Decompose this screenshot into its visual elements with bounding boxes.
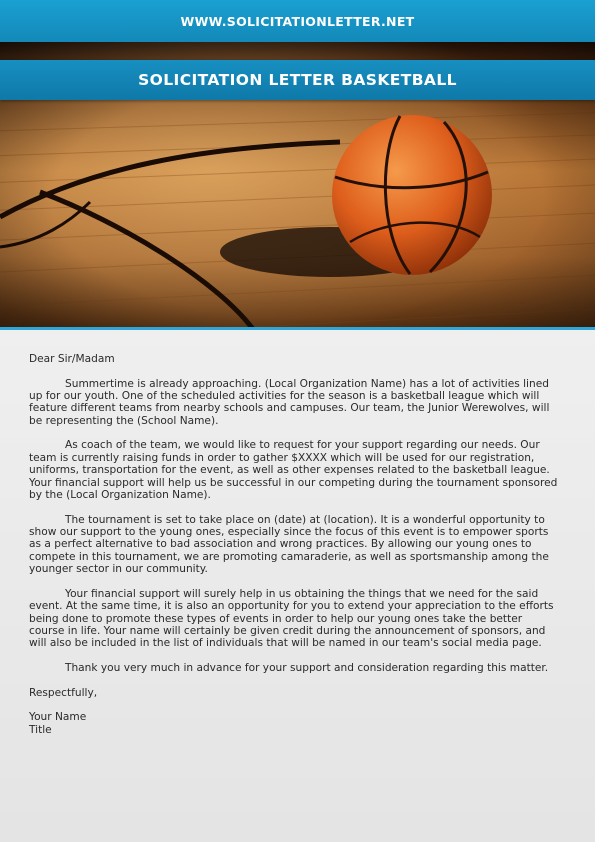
closing: Respectfully, <box>29 686 98 699</box>
page-title-bar <box>0 60 595 100</box>
letter-paragraph: Your financial support will surely help in us obtaining the things that we need for the said event. At the same time, it is also an opportunity for you to extend your appreciation to the efforts being done to promote these types of events in order to help our young ones take the better course in life. Your name will certainly be given credit during the announcement of sponsors, and will also be included in the list of individuals that will be named in our team's social media page. <box>29 587 554 650</box>
page-title: SOLICITATION LETTER BASKETBALL <box>138 71 457 89</box>
letter-paragraph: Summertime is already approaching. (Local Organization Name) has a lot of activities lined up for our youth. One of the scheduled activities for the season is a basketball league which will feature different teams from nearby schools and campuses. Our team, the Junior Werewolves, will be representing the (School Name). <box>29 377 550 427</box>
letter-paragraph: The tournament is set to take place on (date) at (location). It is a wonderful opportunity to show our support to the young ones, especially since the focus of this event is to empower sports as a perfect alternative to bad association and wrong practices. By allowing our young ones to compete in this tournament, we are promoting camaraderie, as well as sportsmanship among the younger sector in our community. <box>29 513 549 576</box>
site-url[interactable]: WWW.SOLICITATIONLETTER.NET <box>180 13 415 29</box>
site-header-bar <box>0 0 595 42</box>
letter-paragraph: As coach of the team, we would like to request for your support regarding our needs. Our team is currently raising funds in order to gather $XXXX which will be used for our registration, uniforms, transportation for the event, as well as other expenses related to the basketball league. Your financial support will help us be successful in our competing during the tournament sponsored by the (Local Organization Name). <box>29 439 558 502</box>
signature-name: Your Name <box>29 711 87 724</box>
letter-paragraph: Thank you very much in advance for your support and consideration regarding this matter. <box>65 662 549 675</box>
letter-panel <box>0 330 595 842</box>
salutation: Dear Sir/Madam <box>29 353 115 365</box>
signature-title: Title <box>29 723 52 736</box>
letter-body <box>29 353 559 736</box>
